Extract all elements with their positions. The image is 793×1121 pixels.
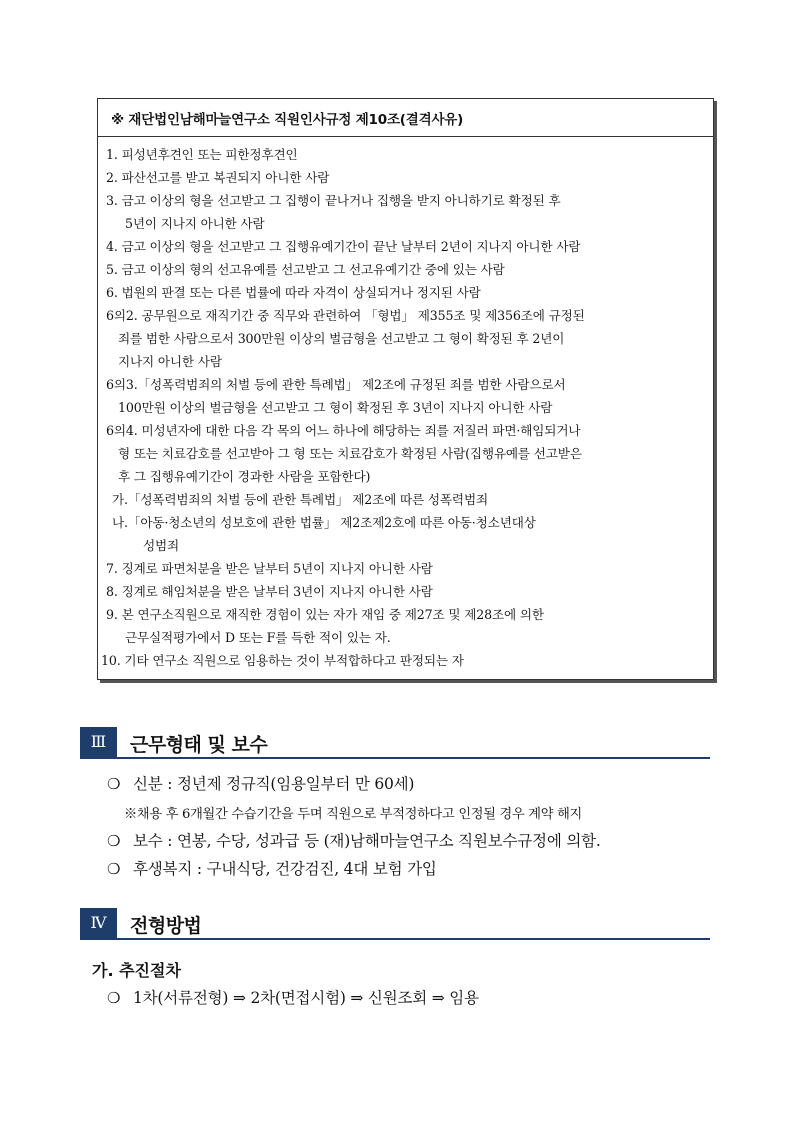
list-item: 5. 금고 이상의 형의 선고유예를 선고받고 그 선고유예기간 중에 있는 사람: [106, 262, 505, 277]
list-item: 3. 금고 이상의 형을 선고받고 그 집행이 끝나거나 집행을 받지 아니하기로 확정된 후: [106, 193, 561, 208]
list-item: 10. 기타 연구소 직원으로 임용하는 것이 부적합하다고 판정되는 자: [101, 653, 464, 668]
list-item: 죄를 범한 사람으로서 300만원 이상의 벌금형을 선고받고 그 형이 확정된 후 2년이: [118, 331, 565, 346]
procedure-subheading: 가. 추진절차: [92, 961, 181, 980]
status-text: 신분 : 정년제 정규직(임용일부터 만 60세): [133, 775, 415, 793]
list-item: 6의4. 미성년자에 대한 다음 각 목의 어느 하나에 해당하는 죄를 저질러 파면·해임되거나: [106, 423, 581, 438]
list-item: 6. 법원의 판결 또는 다른 법률에 따라 자격이 상실되거나 정지된 사람: [106, 285, 481, 300]
list-item: 지나지 아니한 사람: [118, 354, 222, 369]
salary-line: [107, 829, 601, 851]
list-item: 근무실적평가에서 D 또는 F를 득한 적이 있는 자.: [125, 630, 391, 645]
circle-bullet-icon: ❍: [107, 860, 121, 878]
circle-bullet-icon: ❍: [107, 775, 121, 793]
procedure-text: 1차(서류전형) ⇒ 2차(면접시험) ⇒ 신원조회 ⇒ 임용: [133, 989, 479, 1007]
list-item: 5년이 지나지 아니한 사람: [125, 216, 265, 231]
list-item: 7. 징계로 파면처분을 받은 날부터 5년이 지나지 아니한 사람: [106, 561, 433, 576]
welfare-text: 후생복지 : 구내식당, 건강검진, 4대 보험 가입: [133, 860, 437, 878]
list-item: 6의3.「성폭력범죄의 처벌 등에 관한 특례법」 제2조에 규정된 죄를 범한 사람으로서: [106, 377, 566, 392]
list-item: 가.「성폭력범죄의 처벌 등에 관한 특례법」 제2조에 따른 성폭력범죄: [112, 492, 488, 507]
list-item: 성범죄: [143, 538, 180, 553]
section-header-employment: [80, 727, 710, 759]
list-item: 후 그 집행유예기간이 경과한 사람을 포함한다): [118, 469, 371, 484]
box-title: ※ 재단법인남해마늘연구소 직원인사규정 제10조(결격사유): [111, 112, 464, 128]
probation-note: ※채용 후 6개월간 수습기간을 두며 직원으로 부적정하다고 인정될 경우 계약 해지: [124, 807, 582, 822]
list-item: 2. 파산선고를 받고 복권되지 아니한 사람: [106, 170, 330, 185]
circle-bullet-icon: ❍: [107, 832, 121, 850]
list-item: 9. 본 연구소직원으로 재직한 경험이 있는 자가 재임 중 제27조 및 제28조에 의한: [106, 607, 544, 622]
section-title: 전형방법: [130, 915, 202, 937]
section-header-selection: [80, 908, 710, 940]
list-item: 8. 징계로 해임처분을 받은 날부터 3년이 지나지 아니한 사람: [106, 584, 433, 599]
status-line: [107, 772, 414, 794]
list-item: 나.「아동·청소년의 성보호에 관한 법률」 제2조제2호에 따른 아동·청소년대상: [112, 515, 536, 530]
list-item: 100만원 이상의 벌금형을 선고받고 그 형이 확정된 후 3년이 지나지 아니한 사람: [118, 400, 553, 415]
disqualification-box: [97, 98, 714, 680]
list-item: 4. 금고 이상의 형을 선고받고 그 집행유예기간이 끝난 날부터 2년이 지나지 아니한 사람: [106, 239, 581, 254]
list-item: 형 또는 치료감호를 선고받아 그 형 또는 치료감호가 확정된 사람(집행유예를 선고받은: [118, 446, 582, 461]
section-title: 근무형태 및 보수: [130, 734, 268, 756]
section-number: Ⅳ: [80, 908, 117, 938]
box-divider: [98, 136, 713, 137]
procedure-line: [107, 986, 479, 1008]
welfare-line: [107, 857, 437, 879]
circle-bullet-icon: ❍: [107, 989, 121, 1007]
list-item: 1. 피성년후견인 또는 피한정후견인: [106, 147, 298, 162]
section-number: Ⅲ: [80, 727, 117, 757]
salary-text: 보수 : 연봉, 수당, 성과급 등 (재)남해마늘연구소 직원보수규정에 의함.: [133, 832, 601, 850]
list-item: 6의2. 공무원으로 재직기간 중 직무와 관련하여 「형법」 제355조 및 제356조에 규정된: [106, 308, 585, 323]
